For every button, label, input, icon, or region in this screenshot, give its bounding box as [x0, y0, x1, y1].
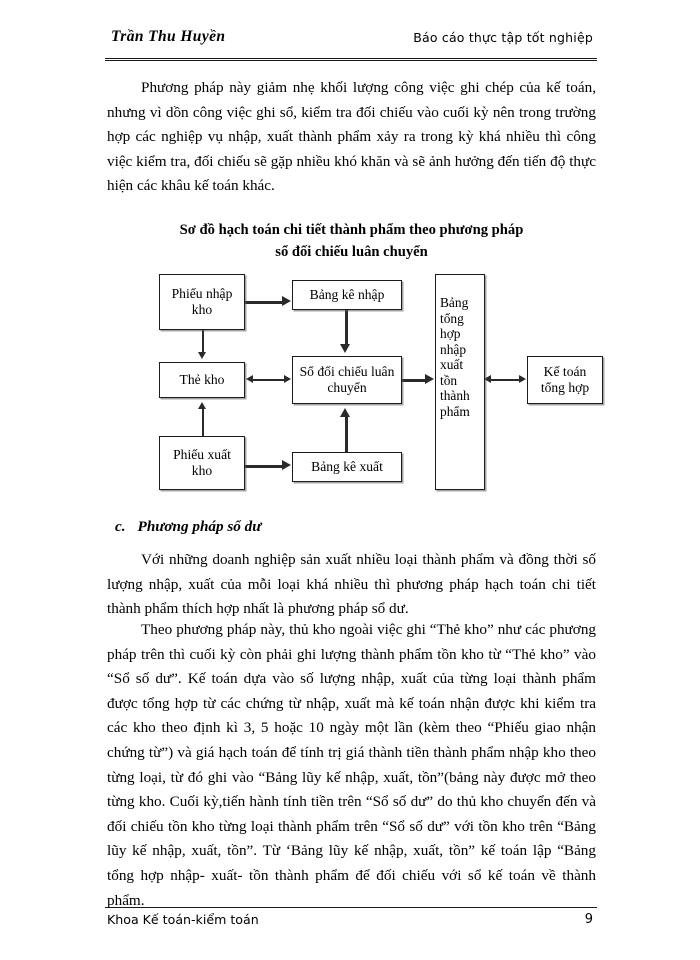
diagram-node-bang-ke-xuat-label: Bảng kê xuất — [311, 458, 383, 474]
diagram-node-bang-tong-hop — [435, 274, 485, 490]
connector-phieuxuat-to-bangkexuat — [245, 465, 283, 468]
paragraph-so-du-intro-text: Với những doanh nghiệp sản xuất nhiều loại thành phẩm và đồng thời số lượng nhập, xuất của mỗi loại khá nhiều thì phương pháp hạch toán chi tiết thành phẩm thích hợp nhất là phương pháp sổ dư. — [107, 551, 596, 618]
section-heading-text: Phương pháp sổ dư — [137, 518, 262, 535]
footer-divider — [105, 907, 597, 908]
section-heading-label: c. — [115, 518, 126, 535]
arrowhead-ketoantonghop-in-left — [519, 375, 526, 383]
arrowhead-thekho-in-right — [246, 375, 253, 383]
diagram-node-so-doi-chieu-luan-chuyen-label: Sổ đối chiếu luân chuyển — [299, 363, 395, 395]
diagram-node-ke-toan-tong-hop — [527, 356, 603, 404]
figure-caption-line2: sổ đối chiếu luân chuyển — [275, 244, 428, 260]
connector-phieuxuat-to-thekho — [202, 408, 204, 438]
diagram-node-bang-ke-nhap-label: Bảng kê nhập — [309, 286, 385, 302]
diagram-node-the-kho — [159, 362, 245, 398]
arrowhead-thekho-in-bottom — [198, 402, 206, 409]
diagram-node-phieu-xuat-kho — [159, 436, 245, 490]
diagram-node-bang-tong-hop-label: Bảng tổng hợp nhập xuất tồn thành phẩm — [440, 295, 470, 419]
flow-diagram — [107, 266, 607, 506]
paragraph-so-du-detail — [107, 618, 596, 913]
diagram-node-ke-toan-tong-hop-label: Kế toán tổng hợp — [540, 363, 590, 395]
arrowhead-sodoichieu-in-left — [284, 375, 291, 383]
paragraph-intro — [107, 76, 596, 199]
connector-phieunhap-to-bangkenhap — [245, 301, 283, 304]
figure-caption-line1: Sơ đồ hạch toán chi tiết thành phẩm theo phương pháp — [179, 222, 524, 238]
arrowhead-sodoichieu-in-top — [340, 344, 350, 353]
paragraph-intro-text: Phương pháp này giảm nhẹ khối lượng công việc ghi chép của kế toán, nhưng vì dồn công việc ghi sổ, kiểm tra đối chiếu vào cuối kỳ nên trong trường hợp các nghiệp vụ nhập, xuất thành phẩm xảy ra trong kỳ khá nhiều thì công việc kiểm tra, đối chiếu sẽ gặp nhiều khó khăn và sẽ ảnh hưởng đến tiến độ thực hiện các khâu kế toán khác. — [107, 79, 596, 195]
arrowhead-bangkexuat-in — [282, 460, 291, 470]
diagram-node-phieu-nhap-kho — [159, 274, 245, 330]
arrowhead-thekho-in-top — [198, 352, 206, 359]
page-footer — [105, 912, 597, 934]
arrowhead-sodoichieu-in-bottom — [340, 408, 350, 417]
connector-bangtonghop-ketoantonghop — [487, 379, 523, 381]
section-heading — [115, 518, 261, 536]
footer-department: Khoa Kế toán-kiểm toán — [107, 912, 259, 927]
arrowhead-bangtonghop-in-left — [425, 374, 434, 384]
paragraph-so-du-detail-text: Theo phương pháp này, thủ kho ngoài việc ghi “Thẻ kho” như các phương pháp trên thì cuối kỳ còn phải ghi lượng thành phẩm tồn kho từ “Thẻ kho” vào “Sổ số dư”. Kế toán dựa vào số lượng nhập, xuất của từng loại thành phẩm được tổng hợp từ các chứng từ nhập, xuất mà kế toán nhận được khi kiểm tra các kho theo định kì 3, 5 hoặc 10 ngày một lần (kèm theo “Phiếu giao nhận chứng từ”) và giá hạch toán để tính trị giá thành tiền thành phẩm nhập kho theo từng loại, từ đó ghi vào “Bảng lũy kế nhập, xuất, tồn”(bảng này được mở theo từng kho. Cuối kỳ,tiến hành tính tiền trên “Sổ số dư” do thủ kho chuyển đến và đối chiếu tồn kho từng loại thành phẩm trên “Sổ số dư” với tồn kho trên “Bảng lũy kế nhập, xuất, tồn”. Từ ‘Bảng lũy kế nhập, xuất, tồn” kế toán lập “Bảng tổng hợp nhập- xuất- tồn thành phẩm để đối chiếu với sổ kế toán về thành phẩm. — [107, 621, 596, 909]
connector-thekho-sodoichieu — [250, 379, 288, 381]
diagram-node-phieu-xuat-kho-label: Phiếu xuất kho — [173, 446, 231, 478]
paragraph-so-du-intro — [107, 548, 596, 622]
diagram-node-the-kho-label: Thẻ kho — [179, 371, 225, 387]
figure-caption — [107, 219, 596, 263]
diagram-node-bang-ke-xuat — [292, 452, 402, 482]
connector-bangkenhap-to-sodoichieu — [345, 310, 348, 346]
diagram-node-bang-ke-nhap — [292, 280, 402, 310]
header-divider — [105, 58, 597, 61]
connector-phieunhap-to-thekho — [202, 330, 204, 354]
footer-page-number: 9 — [584, 912, 593, 927]
diagram-node-phieu-nhap-kho-label: Phiếu nhập kho — [171, 285, 233, 317]
header-author: Trần Thu Huyền — [111, 28, 226, 45]
connector-sodoichieu-to-bangtonghop — [402, 379, 426, 382]
arrowhead-bangtonghop-in-right — [484, 375, 491, 383]
diagram-node-so-doi-chieu-luan-chuyen — [292, 356, 402, 404]
page-header — [105, 28, 595, 62]
arrowhead-bangkenhap-in — [282, 296, 291, 306]
header-title: Báo cáo thực tập tốt nghiệp — [413, 30, 593, 45]
connector-bangkexuat-to-sodoichieu — [345, 416, 348, 454]
